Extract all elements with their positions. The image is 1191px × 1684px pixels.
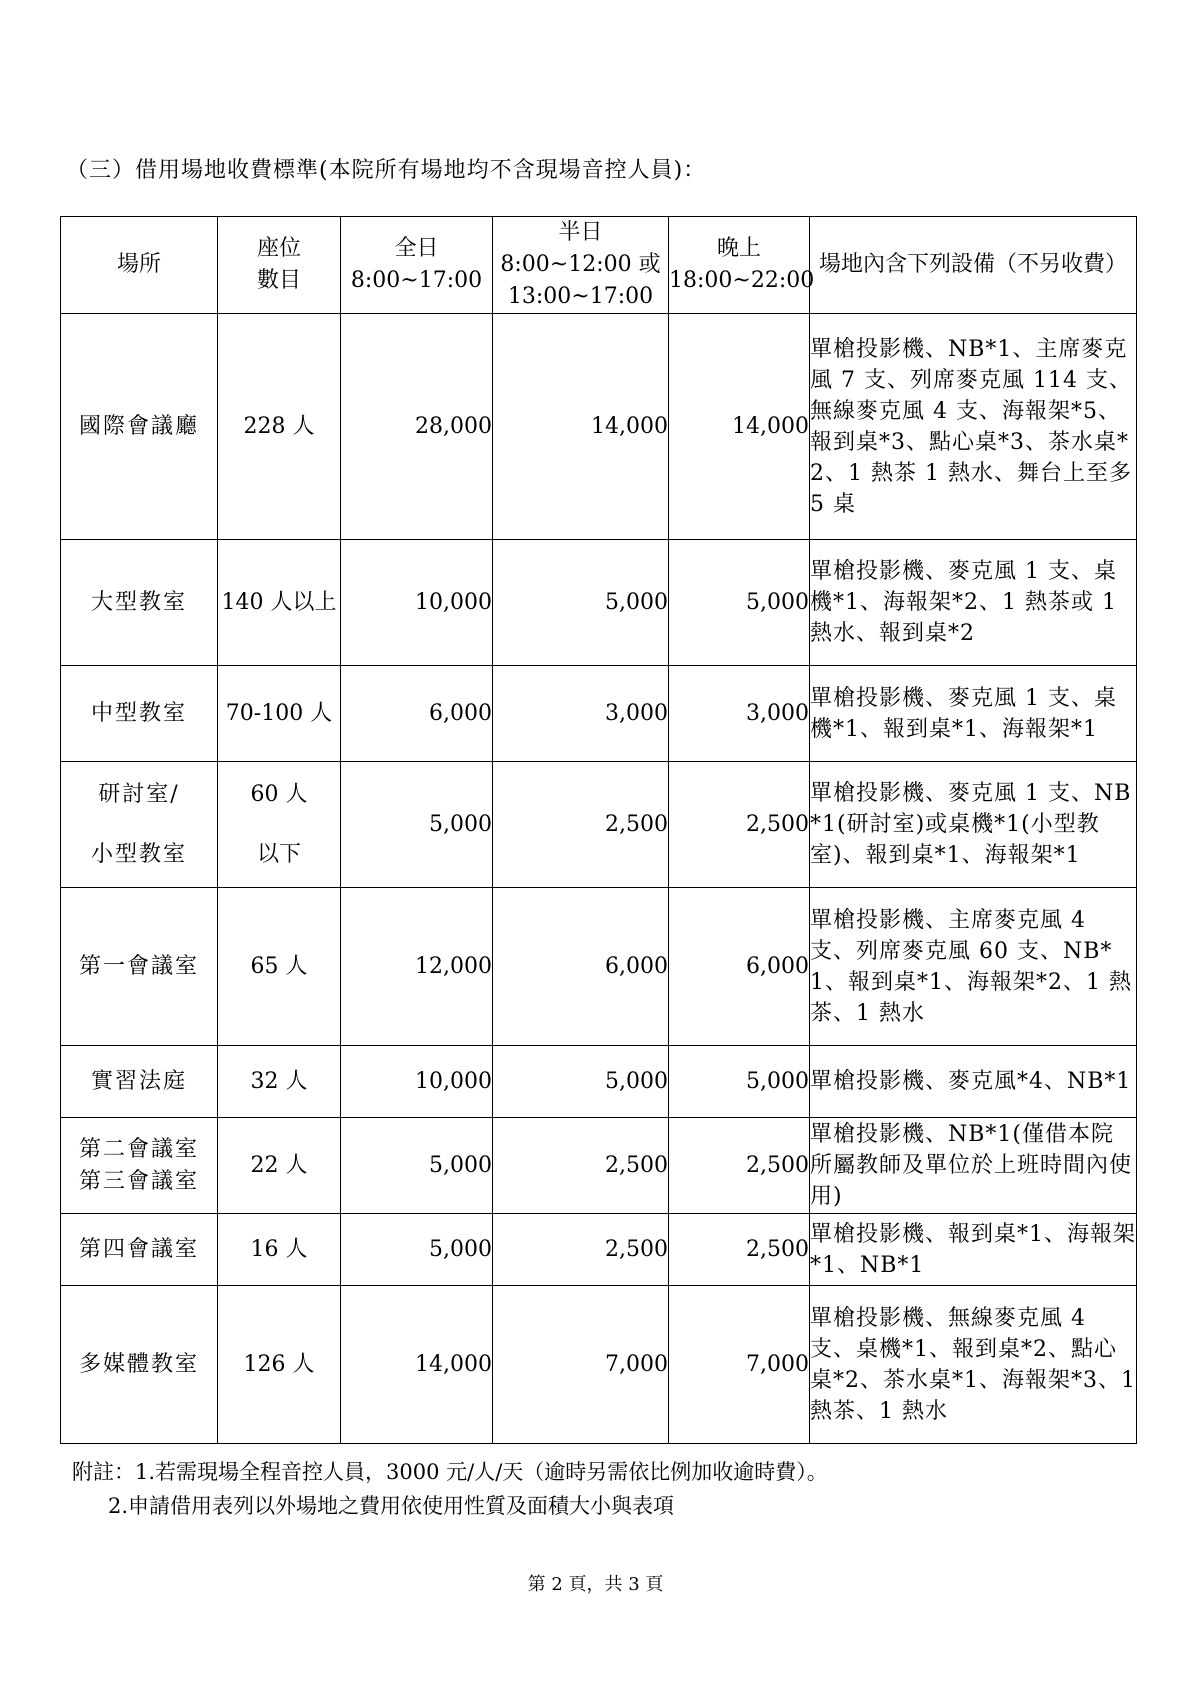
- seat-count-line: 以下: [256, 841, 301, 867]
- fee-evening: 5,000: [669, 540, 810, 666]
- table-row: [61, 1286, 1137, 1444]
- venue-name: 第四會議室: [61, 1214, 218, 1286]
- section-heading: （三）借用場地收費標準(本院所有場地均不含現場音控人員)：: [66, 158, 707, 183]
- fee-full-day: 14,000: [341, 1286, 493, 1444]
- header-full-day: 全日 8:00~17:00: [341, 217, 493, 314]
- fee-evening: 7,000: [669, 1286, 810, 1444]
- venue-name: [61, 1118, 218, 1214]
- header-evening: 晚上 18:00~22:00: [669, 217, 810, 314]
- equipment-list: 單槍投影機、主席麥克風 4 支、列席麥克風 60 支、NB*1、報到桌*1、海報架*2、1 熱茶、1 熱水: [810, 888, 1137, 1046]
- seat-count: 126 人: [218, 1286, 341, 1444]
- fee-half-day: 6,000: [493, 888, 669, 1046]
- fee-full-day: 12,000: [341, 888, 493, 1046]
- fee-evening: 5,000: [669, 1046, 810, 1118]
- seat-count: 228 人: [218, 314, 341, 540]
- venue-name: [61, 762, 218, 888]
- fee-evening: 3,000: [669, 666, 810, 762]
- header-venue: 場所: [61, 217, 218, 314]
- seat-count: [218, 762, 341, 888]
- equipment-list: 單槍投影機、NB*1、主席麥克風 7 支、列席麥克風 114 支、無線麥克風 4 支、海報架*5、報到桌*3、點心桌*3、茶水桌*2、1 熱茶 1 熱水、舞台上至多 5 桌: [810, 314, 1137, 540]
- equipment-list: 單槍投影機、麥克風*4、NB*1: [810, 1046, 1137, 1118]
- seat-count: 65 人: [218, 888, 341, 1046]
- equipment-list: 單槍投影機、麥克風 1 支、桌機*1、海報架*2、1 熱茶或 1 熱水、報到桌*2: [810, 540, 1137, 666]
- header-equipment: 場地內含下列設備（不另收費）: [810, 217, 1137, 314]
- fee-half-day: 2,500: [493, 1214, 669, 1286]
- equipment-list: 單槍投影機、麥克風 1 支、桌機*1、報到桌*1、海報架*1: [810, 666, 1137, 762]
- seat-count-line: 60 人: [250, 781, 308, 807]
- equipment-list: 單槍投影機、無線麥克風 4 支、桌機*1、報到桌*2、點心桌*2、茶水桌*1、海報架*3、1 熱茶、1 熱水: [810, 1286, 1137, 1444]
- venue-name-line: 第二會議室: [78, 1136, 199, 1162]
- fee-full-day: 10,000: [341, 1046, 493, 1118]
- fee-evening: 2,500: [669, 762, 810, 888]
- fee-half-day: 5,000: [493, 540, 669, 666]
- table-row: [61, 1214, 1137, 1286]
- fee-half-day: 3,000: [493, 666, 669, 762]
- header-row: [61, 217, 1137, 314]
- fee-half-day: 2,500: [493, 1118, 669, 1214]
- fee-evening: 2,500: [669, 1118, 810, 1214]
- venue-fee-table: [60, 216, 1137, 1444]
- table-row: [61, 314, 1137, 540]
- header-seats: 座位 數目: [218, 217, 341, 314]
- equipment-list: 單槍投影機、麥克風 1 支、NB*1(研討室)或桌機*1(小型教室)、報到桌*1、海報架*1: [810, 762, 1137, 888]
- fee-full-day: 28,000: [341, 314, 493, 540]
- page-footer: 第 2 頁，共 3 頁: [527, 1574, 664, 1595]
- venue-name: 多媒體教室: [61, 1286, 218, 1444]
- venue-name: 實習法庭: [61, 1046, 218, 1118]
- fee-half-day: 7,000: [493, 1286, 669, 1444]
- table-row: [61, 762, 1137, 888]
- seat-count: 16 人: [218, 1214, 341, 1286]
- venue-name: 國際會議廳: [61, 314, 218, 540]
- seat-count: 32 人: [218, 1046, 341, 1118]
- header-half-day: 半日 8:00~12:00 或 13:00~17:00: [493, 217, 669, 314]
- fee-full-day: 6,000: [341, 666, 493, 762]
- venue-name: 第一會議室: [61, 888, 218, 1046]
- seat-count: 22 人: [218, 1118, 341, 1214]
- seat-count: 140 人以上: [218, 540, 341, 666]
- venue-name-line: 研討室/: [98, 781, 180, 807]
- fee-full-day: 5,000: [341, 762, 493, 888]
- equipment-list: 單槍投影機、報到桌*1、海報架*1、NB*1: [810, 1214, 1137, 1286]
- fee-full-day: 5,000: [341, 1214, 493, 1286]
- table-row: [61, 540, 1137, 666]
- note-line-1: 附註：1.若需現場全程音控人員，3000 元/人/天（逾時另需依比例加收逾時費）。: [72, 1460, 828, 1484]
- table-row: [61, 888, 1137, 1046]
- venue-name: 大型教室: [61, 540, 218, 666]
- note-line-2: 2.申請借用表列以外場地之費用依使用性質及面積大小與表項: [108, 1494, 675, 1518]
- fee-half-day: 14,000: [493, 314, 669, 540]
- fee-half-day: 2,500: [493, 762, 669, 888]
- venue-name: 中型教室: [61, 666, 218, 762]
- table-row: [61, 1046, 1137, 1118]
- table-row: [61, 1118, 1137, 1214]
- equipment-list: 單槍投影機、NB*1(僅借本院所屬教師及單位於上班時間內使用): [810, 1118, 1137, 1214]
- table-row: [61, 666, 1137, 762]
- seat-count: 70-100 人: [218, 666, 341, 762]
- fee-full-day: 5,000: [341, 1118, 493, 1214]
- fee-evening: 6,000: [669, 888, 810, 1046]
- fee-half-day: 5,000: [493, 1046, 669, 1118]
- fee-evening: 2,500: [669, 1214, 810, 1286]
- fee-full-day: 10,000: [341, 540, 493, 666]
- venue-name-line: 第三會議室: [78, 1168, 199, 1194]
- venue-name-line: 小型教室: [90, 841, 187, 867]
- fee-evening: 14,000: [669, 314, 810, 540]
